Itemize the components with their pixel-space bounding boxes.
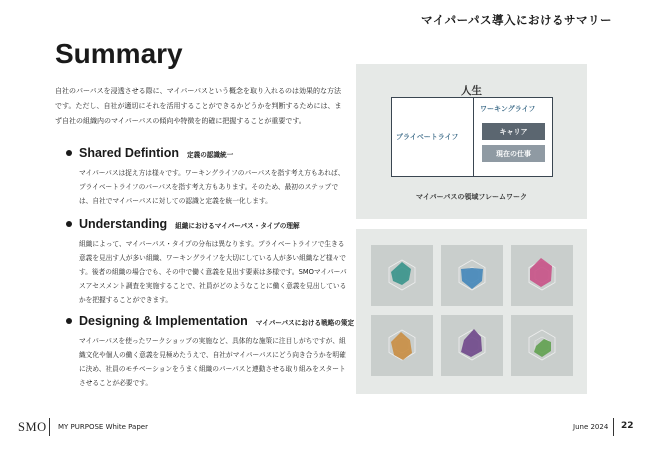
radar-tile <box>511 245 573 306</box>
career-box: キャリア <box>482 123 545 140</box>
smo-logo: SMO <box>18 420 47 434</box>
footer <box>0 418 650 444</box>
framework-panel <box>356 64 587 219</box>
page-title: Summary <box>55 38 183 69</box>
radar-shape <box>534 339 551 357</box>
bullet-icon <box>66 221 72 227</box>
section-body: マイパーパスを使ったワークショップの実施など、具体的な施策に注目しがちですが、組織文化や個人の働く意義を見極めたうえで、自社がマイパーパスにどう向き合うかを明確に決め、社員のモチベーションをうまく組織のパーパスと連動させる取り組みをスタートさせることが必要です。 <box>79 337 346 387</box>
section-header <box>66 314 355 328</box>
radar-tile <box>371 245 433 306</box>
section-title: Shared Defintion <box>79 146 180 160</box>
life-box <box>391 97 553 177</box>
radar-tile <box>441 315 503 376</box>
radar-shape <box>461 329 482 357</box>
footer-separator <box>49 418 50 436</box>
page-number: 22 <box>621 421 634 431</box>
footer-separator <box>613 418 614 436</box>
radar-shape <box>530 258 552 287</box>
section-title: Designing & Implementation <box>79 314 248 328</box>
life-divider <box>473 98 474 176</box>
section-understanding <box>66 217 350 307</box>
section-subtitle: 定義の認識統一 <box>187 151 234 159</box>
framework-caption: マイパーパスの領域フレームワーク <box>415 193 528 201</box>
footer-date: June 2024 <box>573 423 609 431</box>
bullet-icon <box>66 150 72 156</box>
working-life-label: ワーキングライフ <box>480 105 536 113</box>
section-designing <box>66 314 355 390</box>
radar-tile <box>511 315 573 376</box>
section-subtitle: マイパーパスにおける戦略の策定 <box>255 319 355 327</box>
section-subtitle: 組織におけるマイパーパス・タイプの理解 <box>175 222 300 230</box>
section-title: Understanding <box>79 217 168 231</box>
section-header <box>66 146 350 160</box>
radar-shape <box>391 262 411 285</box>
radar-tile <box>441 245 503 306</box>
section-shared-definition <box>66 146 350 208</box>
section-body: マイパーパスは捉え方は様々です。ワーキングライフのパーパスを指す考え方もあれば、プライベートライフのパーパスを指す考え方もあります。そのため、最初のステップでは、自社でマイパーパスに対しての認識と定義を統一化します。 <box>79 169 345 205</box>
section-body: 組織によって、マイパーパス・タイプの分布は異なります。プライベートライフで生きる意義を見出す人が多い組織、ワーキングライフを大切にしている人が多い組織など様々です。後者の組織の場合でも、その中で働く意義を見出す要素は多様です。SMOマイパーパスアセスメント調査を実施することで、社員がどのようなことに働く意義を見出しているかを把握することができます。 <box>79 240 347 304</box>
bullet-icon <box>66 318 72 324</box>
intro-paragraph: 自社のパーパスを浸透させる際に、マイパーパスという概念を取り入れるのは効果的な方法です。ただし、自社が適切にそれを活用することができるかどうかを判断するためには、まず自社の組織内のマイパーパスの傾向や特徴を的確に把握することが重要です。 <box>55 87 342 125</box>
radar-gallery-panel <box>356 229 587 394</box>
current-job-box: 現在の仕事 <box>482 145 545 162</box>
header-title: マイパーパス導入におけるサマリー <box>421 13 612 27</box>
footer-document-title: MY PURPOSE White Paper <box>58 423 148 431</box>
life-label: 人生 <box>461 85 482 97</box>
section-header <box>66 217 350 231</box>
private-life-label: プライベートライフ <box>396 133 459 141</box>
radar-tile <box>371 315 433 376</box>
